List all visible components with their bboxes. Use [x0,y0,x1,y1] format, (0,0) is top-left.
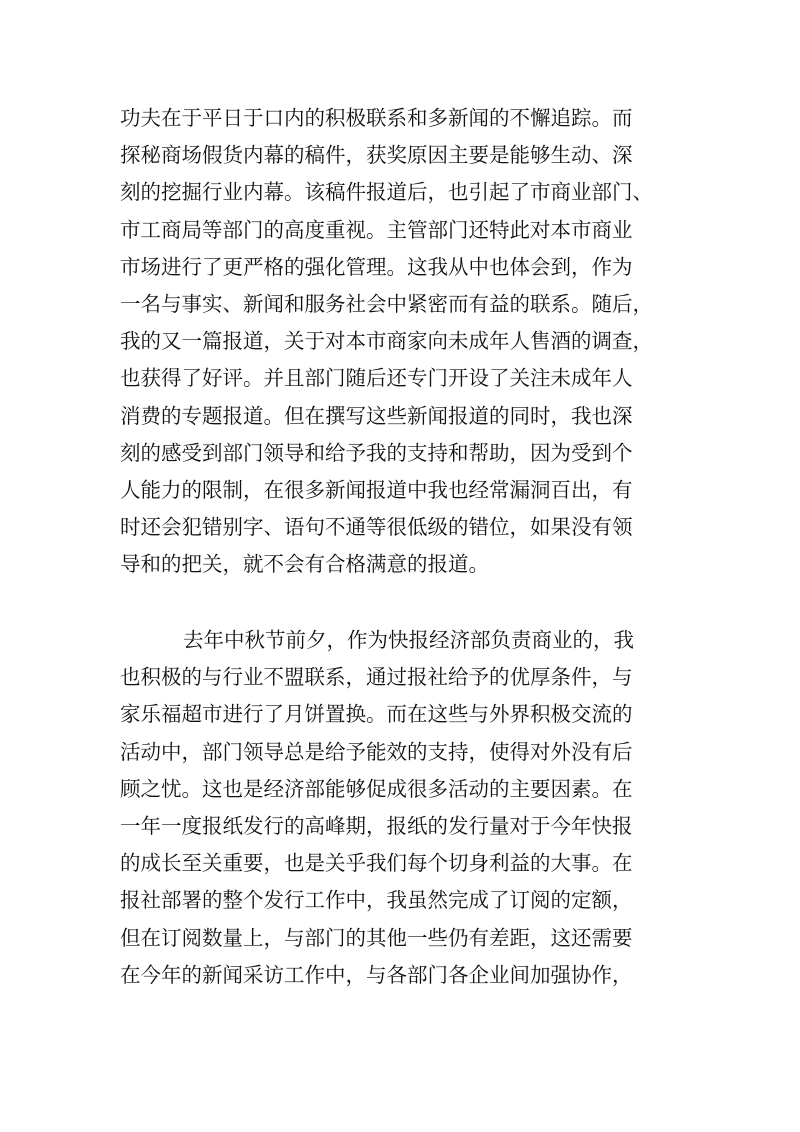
paragraph-line: 刻的挖掘行业内幕。该稿件报道后，也引起了市商业部门、 [120,180,653,205]
paragraph-line: 在今年的新闻采访工作中，与各部门各企业间加强协作， [120,962,633,987]
paragraph-line: 也获得了好评。并且部门随后还专门开设了关注未成年人 [120,366,633,391]
paragraph-line: 功夫在于平日于口内的积极联系和多新闻的不懈追踪。而 [120,106,633,130]
paragraph-line: 也积极的与行业不盟联系，通过报社给予的优厚条件，与 [120,665,633,690]
paragraph-line: 市工商局等部门的高度重视。主管部门还特此对本市商业 [120,217,633,242]
paragraph-line: 顾之忧。这也是经济部能够促成很多活动的主要因素。在 [120,776,633,801]
paragraph-line: 家乐福超市进行了月饼置换。而在这些与外界积极交流的 [120,702,633,727]
paragraph-1 [120,100,680,583]
paragraph-line: 市场进行了更严格的强化管理。这我从中也体会到，作为 [120,254,633,279]
paragraph-2 [120,622,680,994]
paragraph-line: 时还会犯错别字、语句不通等很低级的错位，如果没有领 [120,515,633,540]
paragraph-line: 我的又一篇报道，关于对本市商家向未成年人售酒的调查， [120,329,653,354]
paragraph-line: 一名与事实、新闻和服务社会中紧密而有益的联系。随后， [120,291,653,316]
paragraph-line: 探秘商场假货内幕的稿件，获奖原因主要是能够生动、深 [120,143,633,168]
paragraph-line: 报社部署的整个发行工作中，我虽然完成了订阅的定额， [120,888,633,913]
paragraph-line: 去年中秋节前夕，作为快报经济部负责商业的，我 [183,628,634,652]
paragraph-line: 人能力的限制，在很多新闻报道中我也经常漏洞百出，有 [120,477,633,502]
paragraph-line: 但在订阅数量上，与部门的其他一些仍有差距，这还需要 [120,925,633,950]
paragraph-line: 的成长至关重要，也是关乎我们每个切身利益的大事。在 [120,851,633,876]
paragraph-line: 刻的感受到部门领导和给予我的支持和帮助，因为受到个 [120,440,633,465]
paragraph-line: 活动中，部门领导总是给予能效的支持，使得对外没有后 [120,739,633,764]
paragraph-line: 一年一度报纸发行的高峰期，报纸的发行量对于今年快报 [120,813,633,838]
paragraph-line: 导和的把关，就不会有合格满意的报道。 [120,552,489,577]
paragraph-line: 消费的专题报道。但在撰写这些新闻报道的同时，我也深 [120,403,633,428]
